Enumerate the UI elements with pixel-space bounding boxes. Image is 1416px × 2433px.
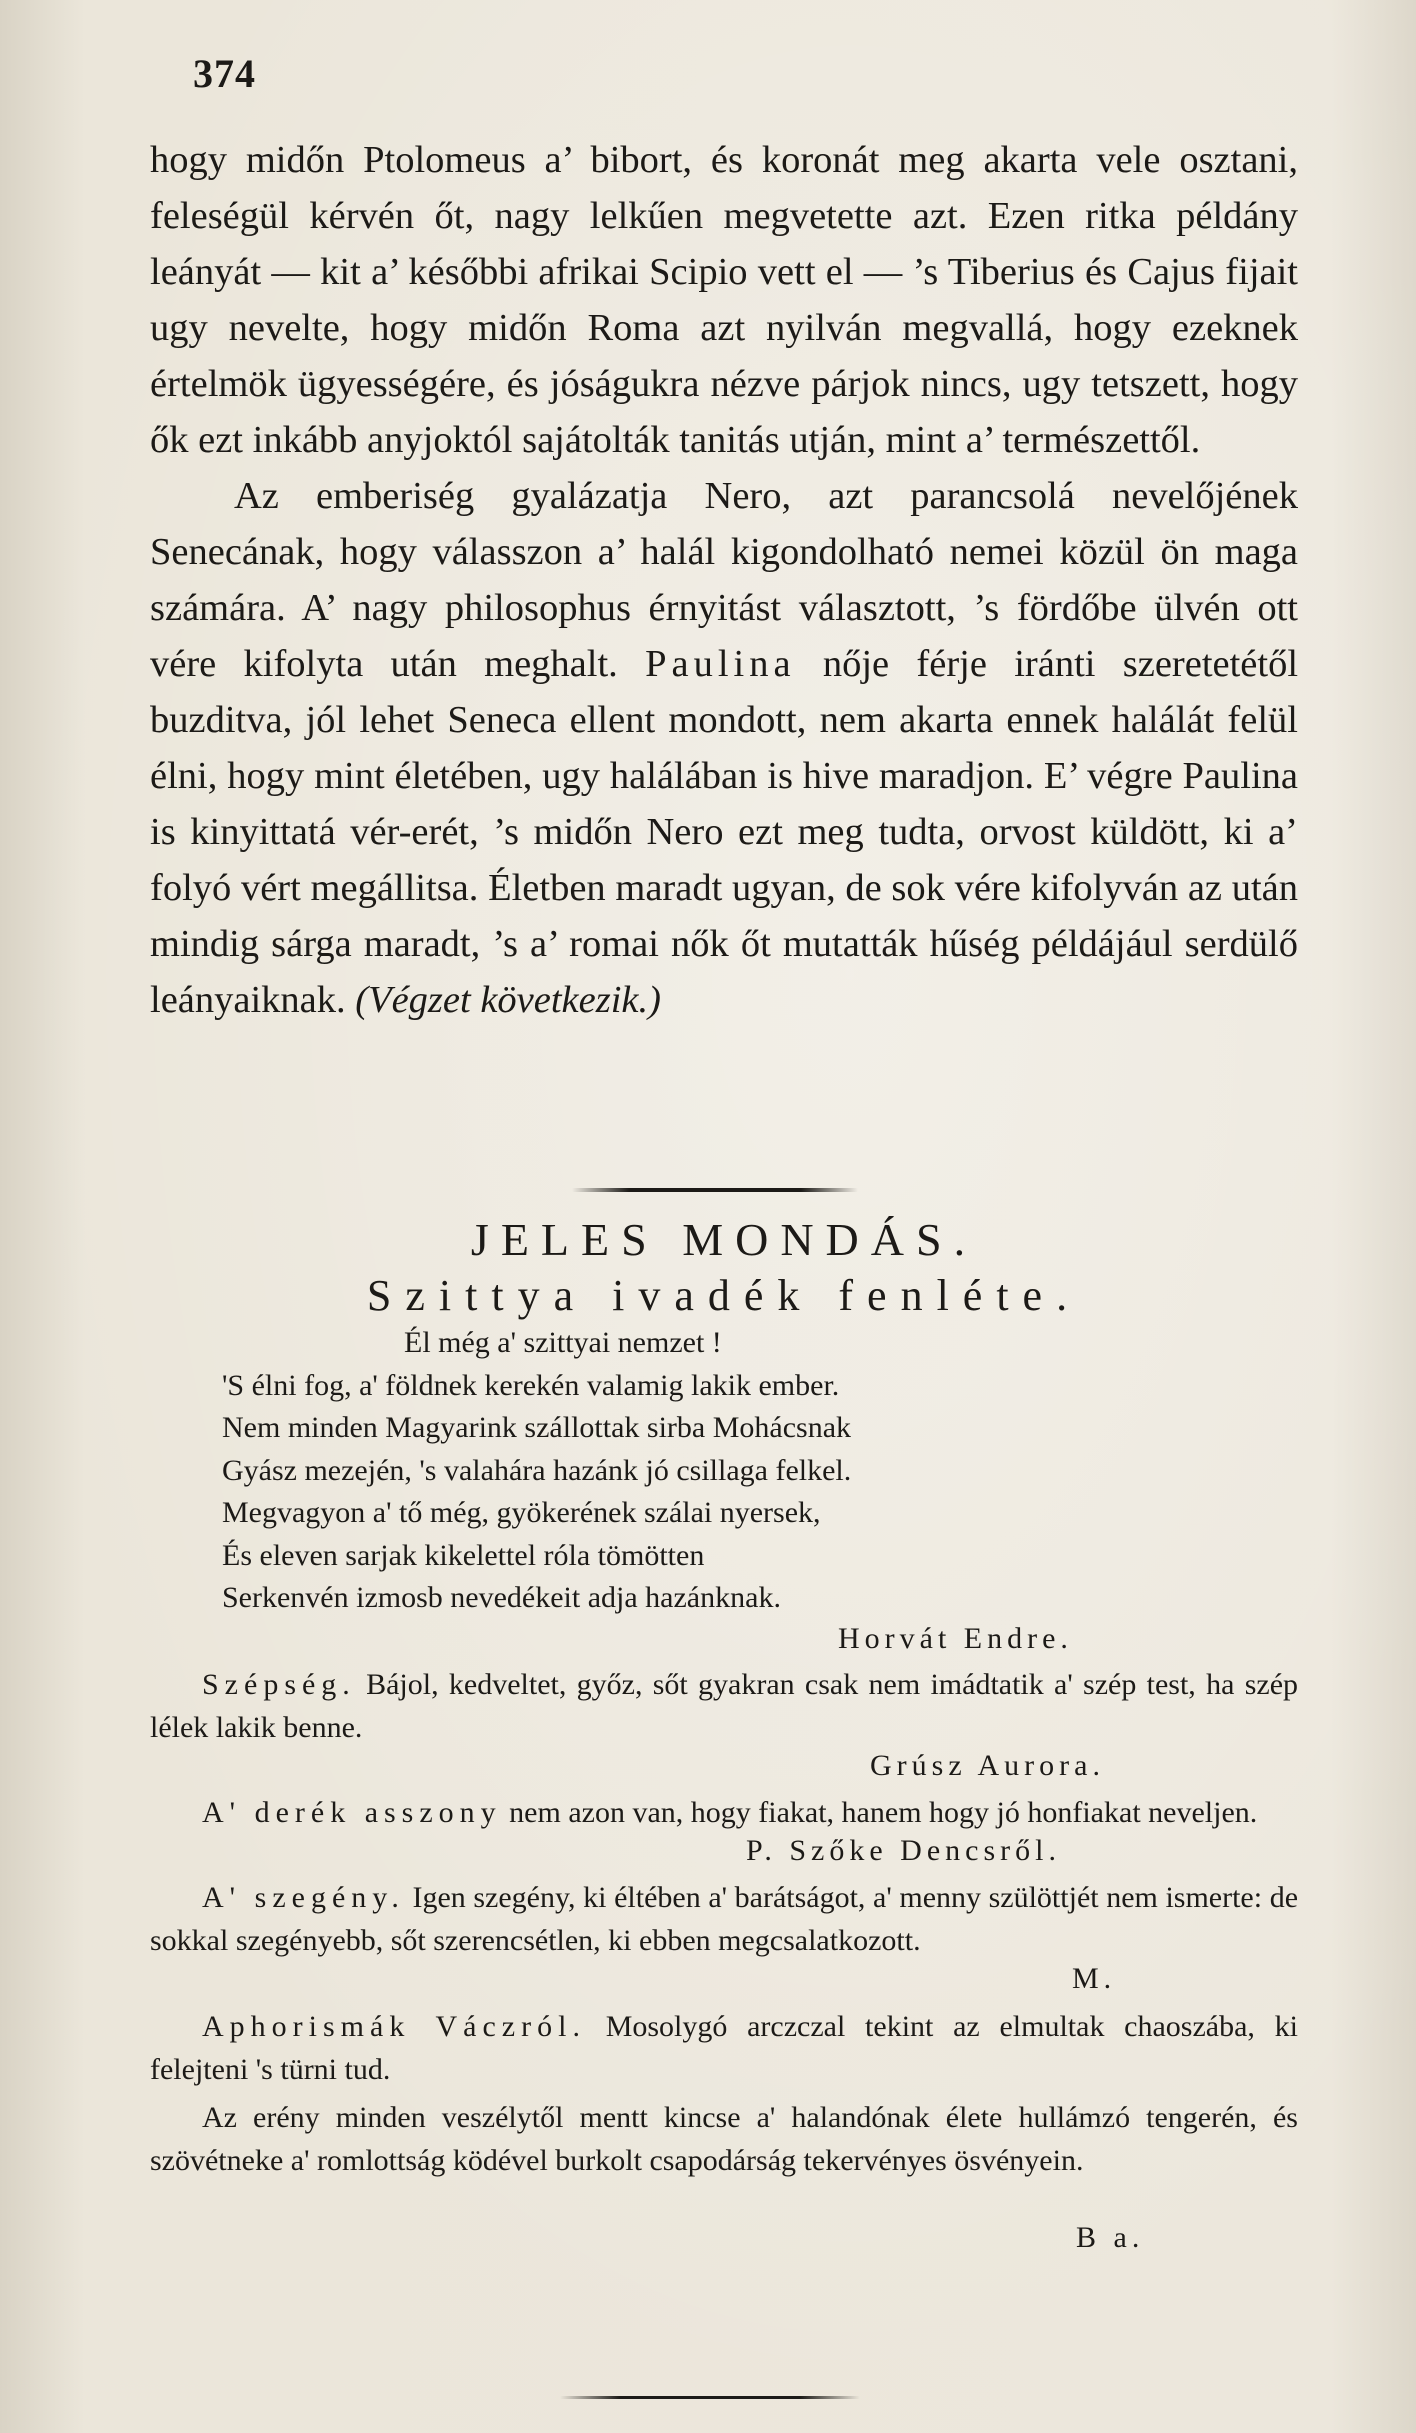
- aphorisms-author: B a.: [1076, 2221, 1145, 2254]
- section-title: JELES MONDÁS.: [470, 1214, 978, 1265]
- paragraph-nero: [150, 468, 1298, 1028]
- saying-derek-author: P. Szőke Dencsről.: [746, 1834, 1061, 1867]
- poem-author: Horvát Endre.: [838, 1622, 1073, 1655]
- saying-szegeny-author: M.: [1072, 1962, 1117, 1995]
- saying-derek: [150, 1792, 1298, 1835]
- divider-rule-bottom: [560, 2396, 860, 2399]
- poem-line: És eleven sarjak kikelettel róla tömötten: [222, 1538, 705, 1572]
- aphorisms-lead: Aphorismák Váczról.: [202, 2010, 586, 2043]
- poem-line: 'S élni fog, a' földnek kerekén valamig lakik ember.: [222, 1368, 840, 1402]
- saying-szepseg-lead: Szépség.: [202, 1668, 356, 1701]
- aphorism-ereny-text: Az erény minden veszélytől mentt kincse a' halandónak élete hullámzó tengerén, és szövétneke a' romlottság ködével burkolt csapodárság tekervényes ösvényein.: [150, 2101, 1298, 2177]
- poem-line: Gyász mezején, 's valahára hazánk jó csillaga felkel.: [222, 1453, 852, 1487]
- poem-line: Serkenvén izmosb nevedékeit adja hazánknak.: [222, 1581, 781, 1614]
- paragraph-nero-part1: Az emberiség gyalázatja Nero, azt parancsolá nevelőjének Senecának, hogy válasszon a’ halál kigondolható nemei közül ön maga számára. A’ nagy philosophus érnyitást választott, ’s fördőbe ülvén ott vére kifolyta után meghalt.: [150, 475, 1298, 685]
- paragraph-ptolomeus: hogy midőn Ptolomeus a’ bibort, és koronát meg akarta vele osztani, feleségül kérvén őt, nagy lelkűen megvetette azt. Ezen ritka példány leányát — kit a’ későbbi afrikai Scipio vett el — ’s Tiberius és Cajus fijait ugy nevelte, hogy midőn Roma azt nyilván megvallá, hogy ezeknek értelmök ügyességére, és jóságukra nézve párjok nincs, ugy tetszett, hogy ők ezt inkább anyjoktól sajátolták tanitás utján, mint a’ természettől.: [150, 139, 1298, 461]
- section-subtitle: Szittya ivadék fenléte.: [366, 1271, 1082, 1320]
- page-number: 374: [193, 51, 256, 96]
- saying-szegeny-lead: A' szegény.: [202, 1881, 405, 1914]
- poem-line: Megvagyon a' tő még, gyökerének szálai nyersek,: [222, 1496, 821, 1529]
- poem-line: Él még a' szittyai nemzet !: [404, 1326, 722, 1359]
- aphorisms: [150, 2006, 1298, 2182]
- continuation-note: (Végzet következik.): [355, 979, 661, 1021]
- name-paulina: Paulina: [645, 643, 796, 685]
- aphorisms-text: Mosolygó arczczal tekint az elmultak chaoszába, ki felejteni 's türni tud.: [150, 2010, 1298, 2086]
- saying-szepseg-text: Bájol, kedveltet, győz, sőt gyakran csak nem imádtatik a' szép test, ha szép lélek lakik benne.: [150, 1668, 1299, 1744]
- saying-szepseg-author: Grúsz Aurora.: [870, 1749, 1105, 1782]
- body-text: [150, 132, 1298, 1028]
- poem-line: Nem minden Magyarink szállottak sirba Mohácsnak: [222, 1411, 852, 1444]
- divider-rule-top: [572, 1188, 858, 1192]
- saying-szepseg: [150, 1664, 1298, 1749]
- poem: [222, 1322, 1302, 1620]
- saying-derek-text: nem azon van, hogy fiakat, hanem hogy jó honfiakat neveljen.: [509, 1796, 1258, 1829]
- saying-szegeny: [150, 1877, 1298, 1962]
- saying-szegeny-text: Igen szegény, ki éltében a' barátságot, a' menny szülöttjét nem ismerte: de sokkal szegényebb, sőt szerencsétlen, ki ebben megcsalatkozott.: [150, 1881, 1299, 1957]
- paragraph-nero-part2: nője férje iránti szeretetétől buzditva, jól lehet Seneca ellent mondott, nem akarta ennek halálát felül élni, hogy mint életében, ugy halálában is hive maradjon. E’ végre Paulina is kinyittatá vér-erét, ’s midőn Nero ezt meg tudta, orvost küldött, ki a’ folyó vért megállitsa. Életben maradt ugyan, de sok vére kifolyván az után mindig sárga maradt, ’s a’ romai nők őt mutatták hűség példájául serdülő leányaiknak.: [150, 643, 1299, 1021]
- saying-derek-lead: A' derék asszony: [202, 1796, 502, 1829]
